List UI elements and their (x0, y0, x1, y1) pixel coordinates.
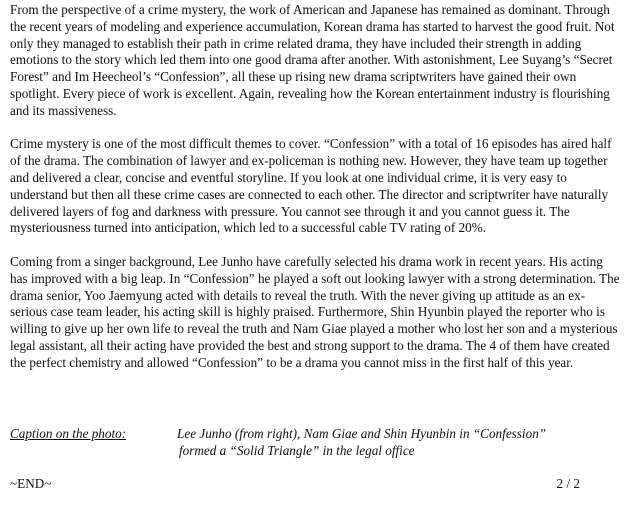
caption-line-1: Lee Junho (from right), Nam Giae and Shin Hyunbin in “Confession” (177, 426, 547, 441)
caption-text (177, 426, 607, 460)
paragraph-crime-mystery: Crime mystery is one of the most difficult themes to cover. “Confession” with a total of 16 episodes has aired half of the drama. The combination of lawyer and ex-policeman is nothing new. However, they have team up together and delivered a clear, concise and eventful storyline. If you look at one individual crime, it is very easy to understand but then all these crime cases are connected to each other. The director and scriptwriter have naturally delivered layers of fog and darkness with pressure. You cannot see through it and you cannot guess it. The mysteriousness turned into anticipation, which led to a successful cable TV rating of 20%. (10, 136, 612, 236)
paragraph-cast: Coming from a singer background, Lee Junho have carefully selected his drama work in recent years. His acting has improved with a big leap. In “Confession” he played a soft out looking lawyer with a strong determination. The drama senior, Yoo Jaemyung acted with details to reveal the truth. With the never giving up attitude as an ex-serious case team leader, his acting skill is highly praised. Furthermore, Shin Hyunbin played the reporter who is willing to give up her own life to reveal the truth and Nam Giae played a mother who lost her son and a mysterious legal assistant, all their acting have provided the best and strong support to the drama. The 4 of them have created the perfect chemistry and allowed “Confession” to be a drama you cannot miss in the first half of this year. (10, 253, 620, 370)
end-mark: ~END~ (10, 476, 52, 491)
paragraph-intro: From the perspective of a crime mystery, the work of American and Japanese has remained as dominant. Through the recent years of modeling and experience accumulation, Korean drama has started to harvest the good fruit. Not only they managed to establish their path in crime related drama, they have included their strength in adding emotions to the story which led them into one good drama after another. With astonishment, Lee Suyang’s “Secret Forest” and Im Heecheol’s “Confession”, all these up rising new drama scriptwriters have gained their own spotlight. Every piece of work is excellent. Again, revealing how the Korean entertainment industry is flourishing and its massiveness. (10, 2, 615, 118)
caption-label: Caption on the photo: (10, 426, 127, 441)
page-number: 2 / 2 (556, 476, 580, 491)
caption-line-2: formed a “Solid Triangle” in the legal office (179, 442, 415, 458)
